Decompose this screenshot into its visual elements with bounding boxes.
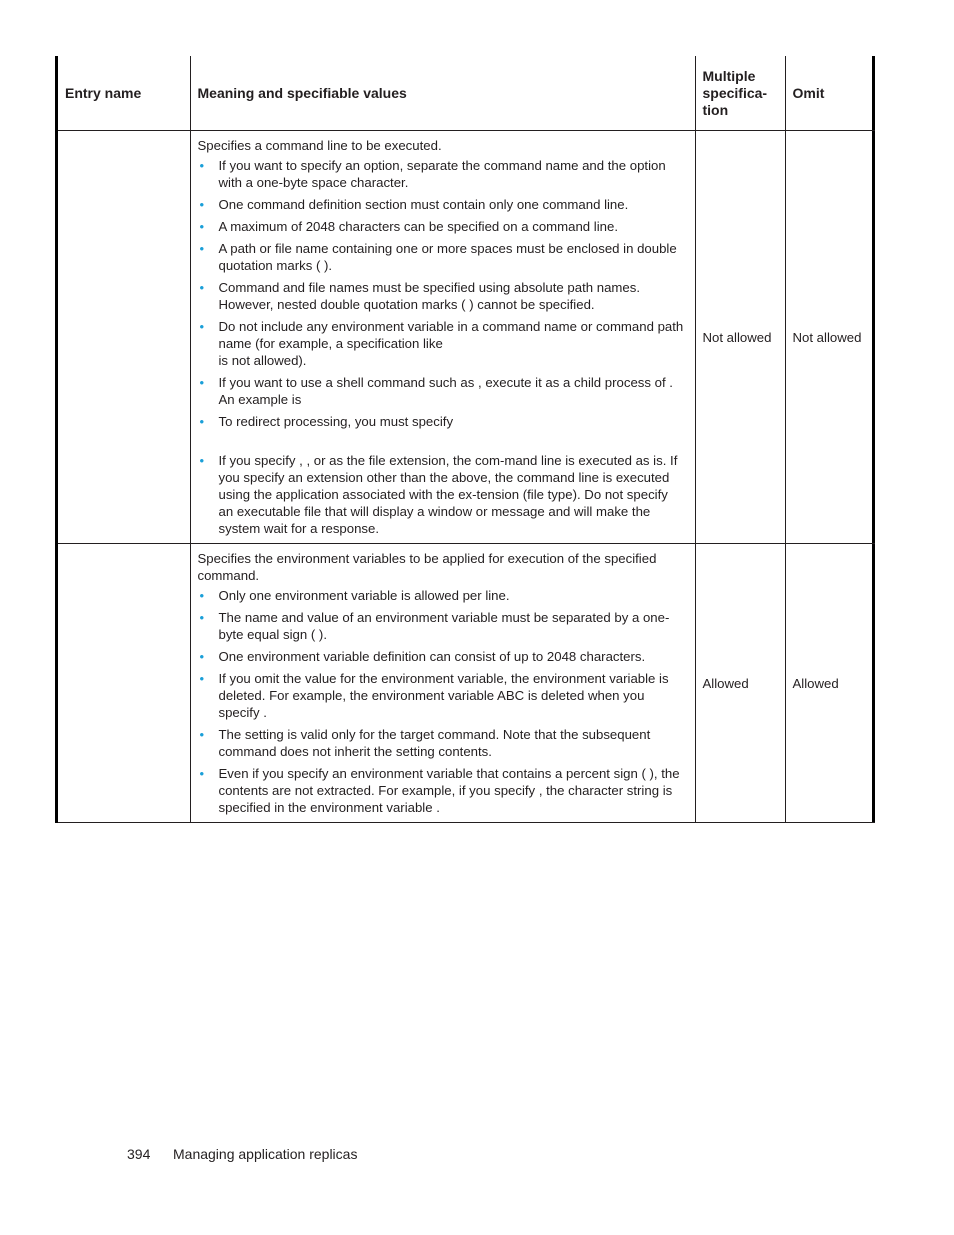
meaning-cell xyxy=(190,131,695,544)
spec-table xyxy=(58,56,875,823)
header-omit: Omit xyxy=(785,56,875,131)
bullet-icon: • xyxy=(199,241,205,256)
list-item: • Even if you specify an environment variable that contains a percent sign ( ), the contents are not extracted. For example, if you specify , the character string is specified in the environment variable . xyxy=(199,766,680,815)
bullet-icon: • xyxy=(199,219,205,234)
bullet-icon: • xyxy=(199,319,205,334)
list-item: • The setting is valid only for the target command. Note that the subsequent command does not inherit the setting contents. xyxy=(199,727,651,759)
header-row xyxy=(58,56,875,131)
footer-section-title: Managing application replicas xyxy=(173,1146,358,1162)
list-item: • If you omit the value for the environment variable, the environment variable is deleted. For example, the environment variable ABC is deleted when you specify . xyxy=(199,671,669,720)
bullet-icon: • xyxy=(199,649,205,664)
list-item: • Only one environment variable is allowed per line. xyxy=(199,588,510,603)
bullet-icon: • xyxy=(199,727,205,742)
list-item: • If you want to use a shell command such as , execute it as a child process of . An example is xyxy=(199,375,673,407)
meaning-cell xyxy=(190,544,695,823)
bullet-icon: • xyxy=(199,671,205,686)
bullet-icon: • xyxy=(199,158,205,173)
header-meaning: Meaning and specifiable values xyxy=(190,56,695,131)
bullet-icon: • xyxy=(199,414,205,429)
list-item: • To redirect processing, you must specify xyxy=(199,414,454,429)
page-footer xyxy=(127,1146,357,1162)
list-item: • The name and value of an environment variable must be separated by a one-byte equal sign ( ). xyxy=(199,610,670,642)
list-item: • If you specify , , or as the file extension, the com-mand line is executed as is. If you specify an extension other than the above, the command line is executed using the application associated with the ex-tension (file type). Do not specify an executable file that will display a window or message and will make the system wait for a response. xyxy=(199,453,678,536)
spec-table-container xyxy=(55,56,875,823)
list-item: • Do not include any environment variable in a command name or command path name (for example, a specification like is not allowed). xyxy=(199,319,684,368)
list-item: • If you want to specify an option, separate the command name and the option with a one-byte space character. xyxy=(199,158,666,190)
header-multiple: Multiple specifica- tion xyxy=(695,56,785,131)
entry-name-cell xyxy=(58,131,190,544)
table-row xyxy=(58,544,875,823)
row-intro: Specifies a command line to be executed. xyxy=(197,138,442,153)
list-item: • A path or file name containing one or more spaces must be enclosed in double quotation marks ( ). xyxy=(199,241,677,273)
table-row xyxy=(58,131,875,544)
list-item: • One environment variable definition can consist of up to 2048 characters. xyxy=(199,649,646,664)
bullet-icon: • xyxy=(199,453,205,468)
bullet-icon: • xyxy=(199,197,205,212)
omit-cell: Allowed xyxy=(785,544,875,823)
bullet-icon: • xyxy=(199,766,205,781)
list-item: • Command and file names must be specified using absolute path names. However, nested double quotation marks ( ) cannot be specified. xyxy=(199,280,641,312)
multiple-cell: Not allowed xyxy=(695,131,785,544)
header-entry-name: Entry name xyxy=(58,56,190,131)
multiple-cell: Allowed xyxy=(695,544,785,823)
page-number: 394 xyxy=(127,1146,151,1162)
bullet-list xyxy=(198,157,685,537)
bullet-icon: • xyxy=(199,280,205,295)
bullet-icon: • xyxy=(199,375,205,390)
bullet-icon: • xyxy=(199,610,205,625)
list-item: • A maximum of 2048 characters can be specified on a command line. xyxy=(199,219,618,234)
bullet-list xyxy=(198,587,685,816)
list-item: • One command definition section must contain only one command line. xyxy=(199,197,629,212)
omit-cell: Not allowed xyxy=(785,131,875,544)
row-intro: Specifies the environment variables to be applied for execution of the specified command. xyxy=(197,551,657,583)
bullet-icon: • xyxy=(199,588,205,603)
entry-name-cell xyxy=(58,544,190,823)
